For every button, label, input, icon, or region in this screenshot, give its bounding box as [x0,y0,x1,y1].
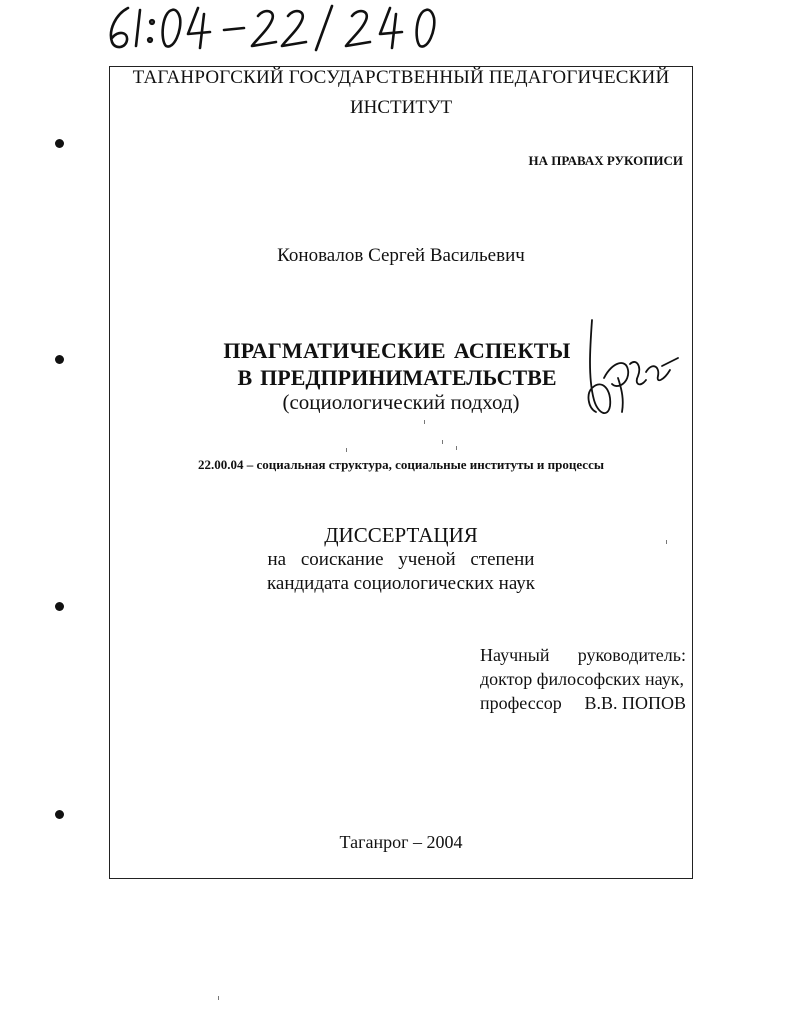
handwritten-signature [582,318,682,428]
institution-line-2: ИНСТИТУТ [349,97,453,118]
scan-margin-dot [55,810,64,819]
supervisor-label-word: Научный [480,645,550,665]
supervisor-block [480,643,686,715]
handwritten-catalog-number-drawing [100,0,480,60]
supervisor-title-name [480,691,686,715]
author-name: Коновалов Сергей Васильевич [277,245,525,266]
supervisor-label [480,643,686,667]
supervisor-name: В.В. ПОПОВ [584,693,686,713]
signature-drawing [582,318,682,428]
dissertation-degree-line-2: кандидата социологических наук [266,573,536,594]
title-word: ПРАГМАТИЧЕСКИЕ [223,338,446,363]
institution-line-1: ТАГАНРОГСКИЙ ГОСУДАРСТВЕННЫЙ ПЕДАГОГИЧЕСКИЙ [132,67,670,88]
scan-speck [346,448,347,452]
dissertation-degree-line-1: на соискание ученой степени [267,549,535,570]
scan-speck [218,996,219,1000]
scan-margin-dot [55,355,64,364]
scan-speck [424,420,425,424]
title-word: АСПЕКТЫ [453,338,571,363]
title-word: В [237,365,253,390]
scan-margin-dot [55,139,64,148]
handwritten-catalog-number [100,0,480,60]
manuscript-rights-label: НА ПРАВАХ РУКОПИСИ [528,153,683,168]
supervisor-title: профессор [480,693,562,713]
supervisor-label-word: руководитель: [577,645,686,665]
scan-speck [666,540,667,544]
specialty-code-line: 22.00.04 – социальная структура, социальные институты и процессы [197,457,604,472]
city-year: Таганрог – 2004 [339,832,463,852]
scan-speck [442,440,443,444]
dissertation-subtitle: (социологический подход) [282,390,520,414]
supervisor-degree: доктор философских наук, [480,669,684,689]
title-word: ПРЕДПРИНИМАТЕЛЬСТВЕ [260,365,557,390]
scan-margin-dot [55,602,64,611]
scan-speck [456,446,457,450]
dissertation-heading: ДИССЕРТАЦИЯ [324,523,478,547]
